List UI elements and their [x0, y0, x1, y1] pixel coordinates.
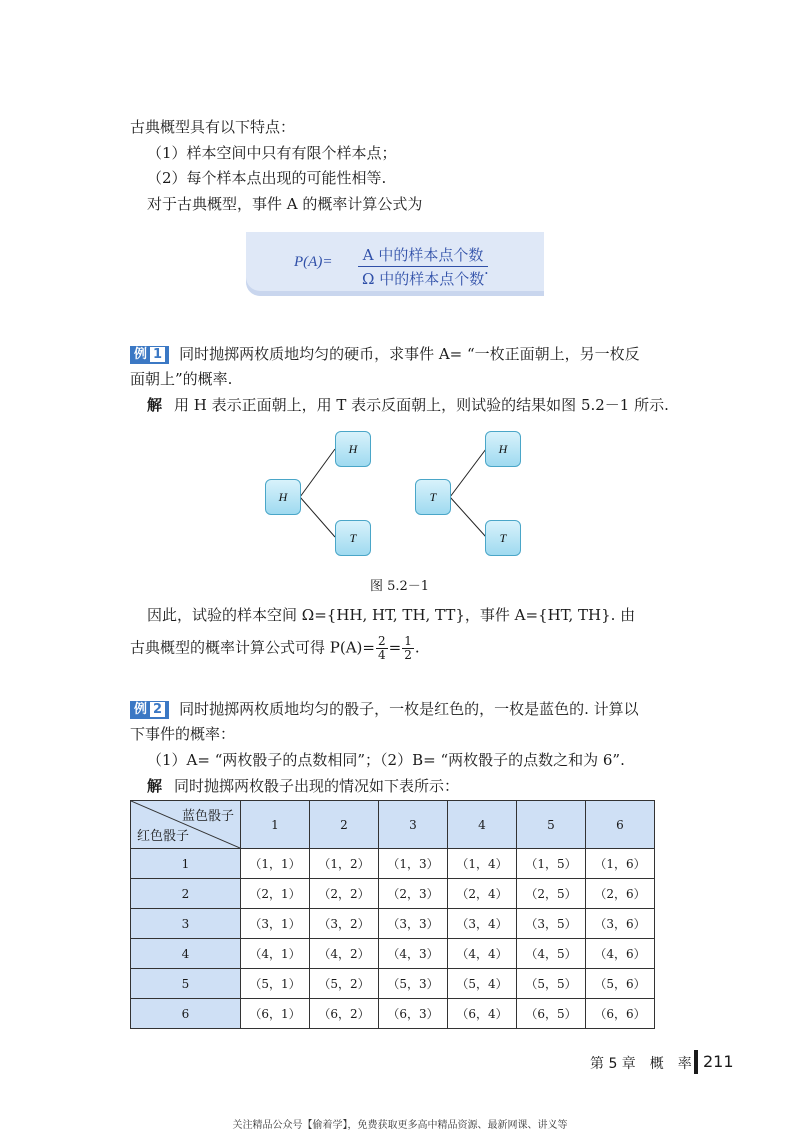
example1-text1: 同时抛掷两枚质地均匀的硬币，求事件 A= “一枚正面朝上，另一枚反 — [179, 345, 640, 363]
table-header-row — [131, 801, 655, 849]
column-header: 3 — [379, 801, 448, 849]
tree-edge — [300, 497, 335, 537]
solution-label: 解 — [147, 396, 163, 414]
tree-edge — [300, 449, 335, 497]
table-cell: （5，5） — [517, 969, 586, 999]
tree-leaf-th: H — [485, 431, 521, 467]
example2-line2: 下事件的概率： — [130, 725, 236, 743]
example1-tag-text: 例 — [134, 347, 148, 362]
table-cell: （3，5） — [517, 909, 586, 939]
fraction-one-half — [402, 635, 414, 662]
table-cell: （5，2） — [310, 969, 379, 999]
table-cell: （2，1） — [241, 879, 310, 909]
table-cell: （2，4） — [448, 879, 517, 909]
row-header: 6 — [131, 999, 241, 1029]
column-header: 4 — [448, 801, 517, 849]
example2-line1 — [130, 699, 639, 719]
table-cell: （2，3） — [379, 879, 448, 909]
table-cell: （2，2） — [310, 879, 379, 909]
row-header: 1 — [131, 849, 241, 879]
feature-item-1: （1）样本空间中只有有限个样本点； — [147, 144, 397, 162]
tree-leaf-ht: T — [335, 520, 371, 556]
table-cell: （6，5） — [517, 999, 586, 1029]
column-header: 5 — [517, 801, 586, 849]
fraction-two-fourths — [376, 635, 388, 662]
row-header: 5 — [131, 969, 241, 999]
dice-outcome-table — [130, 800, 655, 1029]
table-cell: （4，3） — [379, 939, 448, 969]
table-cell: （5，1） — [241, 969, 310, 999]
table-row — [131, 849, 655, 879]
table-row — [131, 969, 655, 999]
formula-box — [246, 232, 544, 296]
table-cell: （5，6） — [586, 969, 655, 999]
example1-tag-num: 1 — [150, 347, 165, 362]
feature-item-2: （2）每个样本点出现的可能性相等. — [147, 169, 387, 187]
table-cell: （5，4） — [448, 969, 517, 999]
example1-conclusion1: 因此，试验的样本空间 Ω={HH, HT, TH, TT}，事件 A={HT, TH}. 由 — [147, 606, 636, 624]
chapter-label: 第 5 章 概 率 — [590, 1056, 692, 1072]
formula-lhs: P(A)= — [294, 254, 333, 270]
table-cell: （4，2） — [310, 939, 379, 969]
frac2-den: 2 — [404, 648, 412, 662]
table-cell: （2，5） — [517, 879, 586, 909]
table-cell: （1，3） — [379, 849, 448, 879]
solution2-text: 同时抛掷两枚骰子出现的情况如下表所示： — [174, 777, 460, 795]
table-cell: （1，5） — [517, 849, 586, 879]
table-cell: （4，4） — [448, 939, 517, 969]
table-cell: （6，6） — [586, 999, 655, 1029]
table-cell: （4，6） — [586, 939, 655, 969]
column-header: 2 — [310, 801, 379, 849]
table-cell: （3，6） — [586, 909, 655, 939]
table-cell: （6，3） — [379, 999, 448, 1029]
equals-sign: = — [388, 638, 402, 657]
table-cell: （2，6） — [586, 879, 655, 909]
example1-conclusion2 — [130, 635, 420, 662]
formula-numerator: A 中的样本点个数 — [358, 244, 488, 267]
page-divider — [694, 1050, 698, 1074]
tree-leaf-hh: H — [335, 431, 371, 467]
promo-banner: 关注精品公众号【偷着学】，免费获取更多高中精品资源、最新网课、讲义等 — [232, 1120, 568, 1131]
table-cell: （5，3） — [379, 969, 448, 999]
example2-tag-text: 例 — [134, 702, 148, 717]
figure-caption: 图 5.2－1 — [370, 579, 430, 594]
table-cell: （3，1） — [241, 909, 310, 939]
column-header: 1 — [241, 801, 310, 849]
table-row — [131, 909, 655, 939]
example2-solution — [147, 776, 459, 796]
corner-top-label: 蓝色骰子 — [181, 809, 234, 824]
table-cell: （6，4） — [448, 999, 517, 1029]
row-header: 4 — [131, 939, 241, 969]
table-cell: （3，2） — [310, 909, 379, 939]
example1-solution — [147, 395, 669, 415]
tree-edge — [450, 497, 486, 537]
solution-text: 用 H 表示正面朝上，用 T 表示反面朝上，则试验的结果如图 5.2－1 所示. — [174, 396, 669, 414]
column-header: 6 — [586, 801, 655, 849]
table-row — [131, 939, 655, 969]
tree-root-t: T — [415, 479, 451, 515]
frac1-den: 4 — [377, 648, 386, 662]
table-cell: （4，5） — [517, 939, 586, 969]
example2-line3: （1）A= “两枚骰子的点数相同”；（2）B= “两枚骰子的点数之和为 6”. — [147, 751, 625, 769]
example1-line1 — [130, 344, 640, 364]
formula-tail: . — [484, 260, 489, 278]
conclusion-prefix: 古典概型的概率计算公式可得 P(A)= — [130, 638, 375, 657]
table-cell: （1，1） — [241, 849, 310, 879]
table-corner — [131, 801, 241, 849]
frac1-num: 2 — [377, 634, 386, 648]
table-cell: （1，2） — [310, 849, 379, 879]
conclusion-end: . — [414, 638, 420, 657]
table-cell: （6，1） — [241, 999, 310, 1029]
solution2-label: 解 — [147, 777, 163, 795]
formula-fraction — [358, 244, 488, 289]
example2-tag — [130, 701, 169, 719]
tree-edge — [450, 449, 486, 497]
page-number: 211 — [703, 1052, 734, 1071]
table-cell: （3，3） — [379, 909, 448, 939]
table-row — [131, 999, 655, 1029]
example2-tag-num: 2 — [150, 702, 165, 717]
row-header: 3 — [131, 909, 241, 939]
frac2-num: 1 — [404, 634, 412, 648]
corner-bottom-label: 红色骰子 — [137, 829, 190, 844]
table-cell: （4，1） — [241, 939, 310, 969]
formula-lead: 对于古典概型，事件 A 的概率计算公式为 — [147, 195, 423, 213]
example1-line2: 面朝上”的概率. — [130, 370, 233, 388]
table-row — [131, 879, 655, 909]
example2-text1: 同时抛掷两枚质地均匀的骰子，一枚是红色的，一枚是蓝色的. 计算以 — [179, 700, 639, 718]
table-cell: （1，6） — [586, 849, 655, 879]
row-header: 2 — [131, 879, 241, 909]
example1-tag — [130, 346, 169, 364]
table-cell: （6，2） — [310, 999, 379, 1029]
tree-root-h: H — [265, 479, 301, 515]
table-cell: （3，4） — [448, 909, 517, 939]
table-cell: （1，4） — [448, 849, 517, 879]
tree-leaf-tt: T — [485, 520, 521, 556]
intro-heading: 古典概型具有以下特点： — [130, 118, 296, 136]
formula-denominator: Ω 中的样本点个数 — [362, 270, 485, 288]
